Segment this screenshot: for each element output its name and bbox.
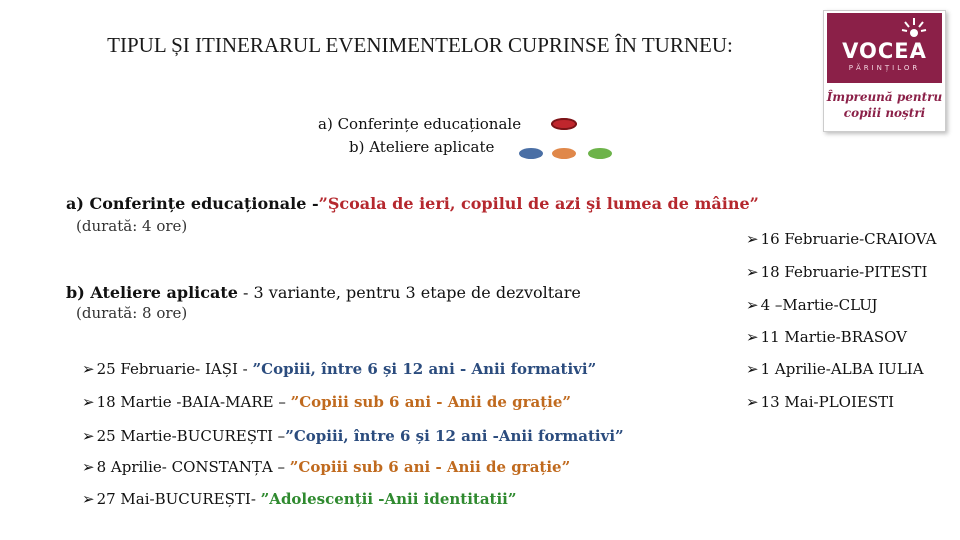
legend-workshop-marker-blue (519, 148, 543, 159)
arrow-bullet-icon: ➢ (746, 296, 759, 314)
section-workshops-label: b) Ateliere aplicate (66, 283, 238, 302)
arrow-bullet-icon: ➢ (746, 328, 759, 346)
vocea-parintilor-logo (823, 10, 946, 132)
arrow-bullet-icon: ➢ (82, 490, 95, 508)
list-item: ➢ 18 Martie -BAIA-MARE – ”Copiii sub 6 ani - Anii de grație” (82, 393, 572, 411)
section-conferences-title: ”Şcoala de ieri, copilul de azi şi lumea de mâine” (318, 194, 759, 213)
section-workshops-heading (66, 283, 581, 302)
arrow-bullet-icon: ➢ (746, 360, 759, 378)
list-item: ➢ 18 Februarie-PITESTI (746, 263, 928, 281)
logo-subtitle: PĂRINȚILOR (848, 64, 921, 72)
logo-title: VOCEA (842, 39, 927, 63)
logo-tagline: Împreună pentru copiii noștri (826, 90, 943, 120)
section-workshops-duration: (durată: 8 ore) (76, 304, 188, 322)
arrow-bullet-icon: ➢ (746, 263, 759, 281)
arrow-bullet-icon: ➢ (82, 458, 95, 476)
list-item: ➢ 8 Aprilie- CONSTANȚA – ”Copiii sub 6 ani - Anii de grație” (82, 458, 571, 476)
list-item: ➢ 4 –Martie-CLUJ (746, 296, 878, 314)
logo-badge (827, 13, 942, 83)
arrow-bullet-icon: ➢ (746, 393, 759, 411)
sun-icon (901, 17, 927, 37)
section-conferences-label: a) Conferințe educaționale - (66, 194, 319, 213)
section-workshops-desc: - 3 variante, pentru 3 etape de dezvoltare (237, 283, 581, 302)
arrow-bullet-icon: ➢ (82, 427, 95, 445)
legend-conference-marker (551, 118, 577, 130)
legend-workshop-marker-orange (552, 148, 576, 159)
legend-workshop-marker-green (588, 148, 612, 159)
list-item: ➢ 1 Aprilie-ALBA IULIA (746, 360, 924, 378)
page-title: TIPUL ȘI ITINERARUL EVENIMENTELOR CUPRINSE ÎN TURNEU: (107, 33, 733, 57)
arrow-bullet-icon: ➢ (82, 393, 95, 411)
legend-workshops-label: b) Ateliere aplicate (349, 138, 495, 156)
section-conferences-heading (66, 194, 759, 213)
list-item: ➢ 13 Mai-PLOIESTI (746, 393, 895, 411)
list-item: ➢ 16 Februarie-CRAIOVA (746, 230, 937, 248)
arrow-bullet-icon: ➢ (746, 230, 759, 248)
list-item: ➢ 27 Mai-BUCUREȘTI- ”Adolescenții -Anii identitatii” (82, 490, 517, 508)
list-item: ➢ 25 Martie-BUCUREȘTI –”Copiii, între 6 și 12 ani -Anii formativi” (82, 427, 624, 445)
section-conferences-duration: (durată: 4 ore) (76, 217, 188, 235)
list-item: ➢ 25 Februarie- IAȘI - ”Copiii, între 6 și 12 ani - Anii formativi” (82, 360, 597, 378)
arrow-bullet-icon: ➢ (82, 360, 95, 378)
legend-conferences-label: a) Conferințe educaționale (318, 115, 522, 133)
list-item: ➢ 11 Martie-BRASOV (746, 328, 907, 346)
